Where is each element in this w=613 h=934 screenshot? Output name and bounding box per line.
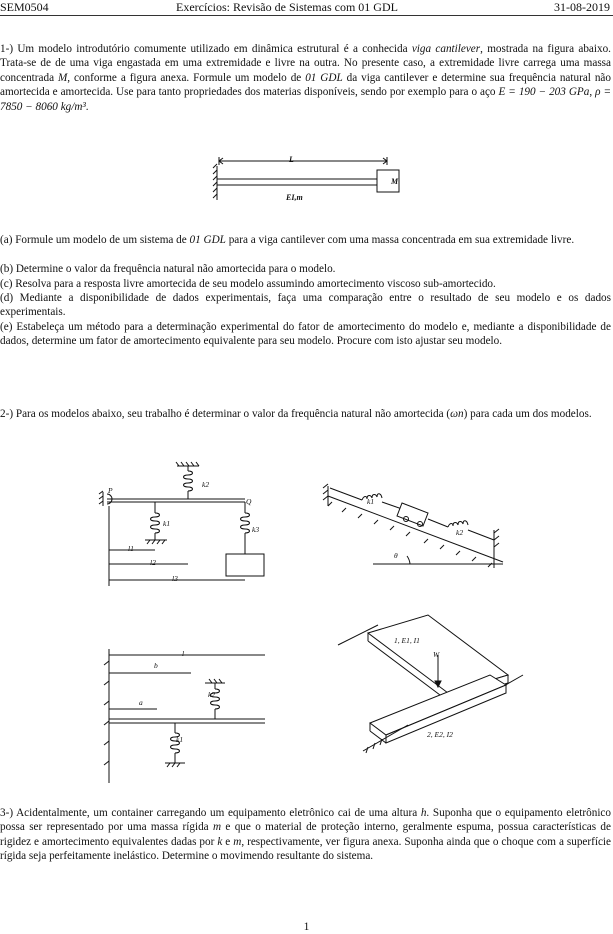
crossed-beams-figure bbox=[308, 605, 528, 795]
q1-item-b: (b) Determine o valor da frequência natural não amortecida para o modelo. bbox=[0, 263, 336, 275]
page-header bbox=[0, 0, 613, 14]
dim-l2-label: l2 bbox=[150, 558, 156, 567]
beam-property-label: EI,m bbox=[286, 193, 303, 202]
lever-spring-figure bbox=[95, 458, 285, 588]
q1-item-c: (c) Resolva para a resposta livre amortecida de seu modelo assumindo amortecimento viscoso sub-amortecido. bbox=[0, 278, 496, 290]
mass-label: M bbox=[391, 177, 399, 186]
dim-a-label: a bbox=[139, 698, 143, 707]
page-number: 1 bbox=[303, 921, 310, 933]
dim-b-label: b bbox=[154, 661, 158, 670]
spring-k2-label: k2 bbox=[202, 480, 210, 489]
load-w-label: W bbox=[433, 650, 440, 659]
header-date: 31-08-2019 bbox=[554, 0, 610, 14]
q2-text: 2-) Para os modelos abaixo, seu trabalho é determinar o valor da frequência natural não amortecida (ωn) para cada um dos modelos. bbox=[0, 408, 592, 420]
q3-text: 3-) Acidentalmente, um container carregando um equipamento eletrônico cai de uma altura h. Suponha que o equipamento eletrônico possa ser representado por uma massa rígida m e que o material de proteção interno, geralmente espuma, possua características de rigidez e amortecimento equivalentes dadas por k e m, respectivamente, ver figura anexa. Suponha ainda que o choque com a superfície rígida seja perfeitamente inelástico. Determine o movimendo resultante do sistema. bbox=[0, 807, 611, 863]
header-title: Exercícios: Revisão de Sistemas com 01 GDL bbox=[176, 0, 398, 14]
course-code: SEM0504 bbox=[0, 0, 49, 14]
q1-item-d: (d) Mediante a disponibilidade de dados experimentais, faça uma comparação entre o resultado de seu modelo e os dados experimentais. bbox=[0, 292, 611, 319]
beam-spring-figure bbox=[95, 645, 275, 790]
header-rule bbox=[0, 15, 613, 16]
inclined-plane-figure bbox=[318, 478, 518, 576]
incline-k2-label: k2 bbox=[456, 528, 464, 537]
spring-k1-label: k1 bbox=[163, 519, 171, 528]
incline-k1-label: k1 bbox=[367, 497, 375, 506]
beam2-label: 2, E2, I2 bbox=[427, 730, 453, 739]
point-q-label: Q bbox=[246, 497, 252, 506]
q1-item-e: (e) Estabeleça um método para a determinação experimental do fator de amortecimento do modelo e, mediante a disponibilidade de dados, determine um fator de amortecimento equivalente para seu modelo. Procure com isto ajustar seu modelo. bbox=[0, 321, 611, 348]
theta-label: θ bbox=[394, 551, 398, 560]
cantilever-figure bbox=[205, 150, 415, 210]
length-label: L bbox=[289, 155, 294, 164]
beam1-label: 1, E1, I1 bbox=[394, 636, 420, 645]
length-l-label: l bbox=[182, 649, 185, 658]
beam-k2-label: k2 bbox=[208, 690, 216, 699]
beam-k1-label: k1 bbox=[176, 735, 184, 744]
dim-l1-label: l1 bbox=[128, 544, 134, 553]
spring-k3-label: k3 bbox=[252, 525, 260, 534]
pivot-label: P bbox=[108, 486, 113, 495]
q1-intro: 1-) Um modelo introdutório comumente utilizado em dinâmica estrutural é a conhecida viga cantilever, mostrada na figura abaixo. Trata-se de de uma viga engastada em uma extremidade e livre na outra. No presente caso, a extremidade livre carrega uma massa concentrada M, conforme a figura anexa. Formule um modelo de 01 GDL da viga cantilever e determine sua frequência natural não amortecida e amortecida. Use para tanto propriedades dos materias disponíveis, sendo por exemplo para o aço E = 190 − 203 GPa, ρ = 7850 − 8060 kg/m³. bbox=[0, 43, 611, 113]
q1-item-a: (a) Formule um modelo de um sistema de 01 GDL para a viga cantilever com uma massa concentrada em sua extremidade livre. bbox=[0, 234, 575, 246]
dim-l3-label: l3 bbox=[172, 574, 178, 583]
